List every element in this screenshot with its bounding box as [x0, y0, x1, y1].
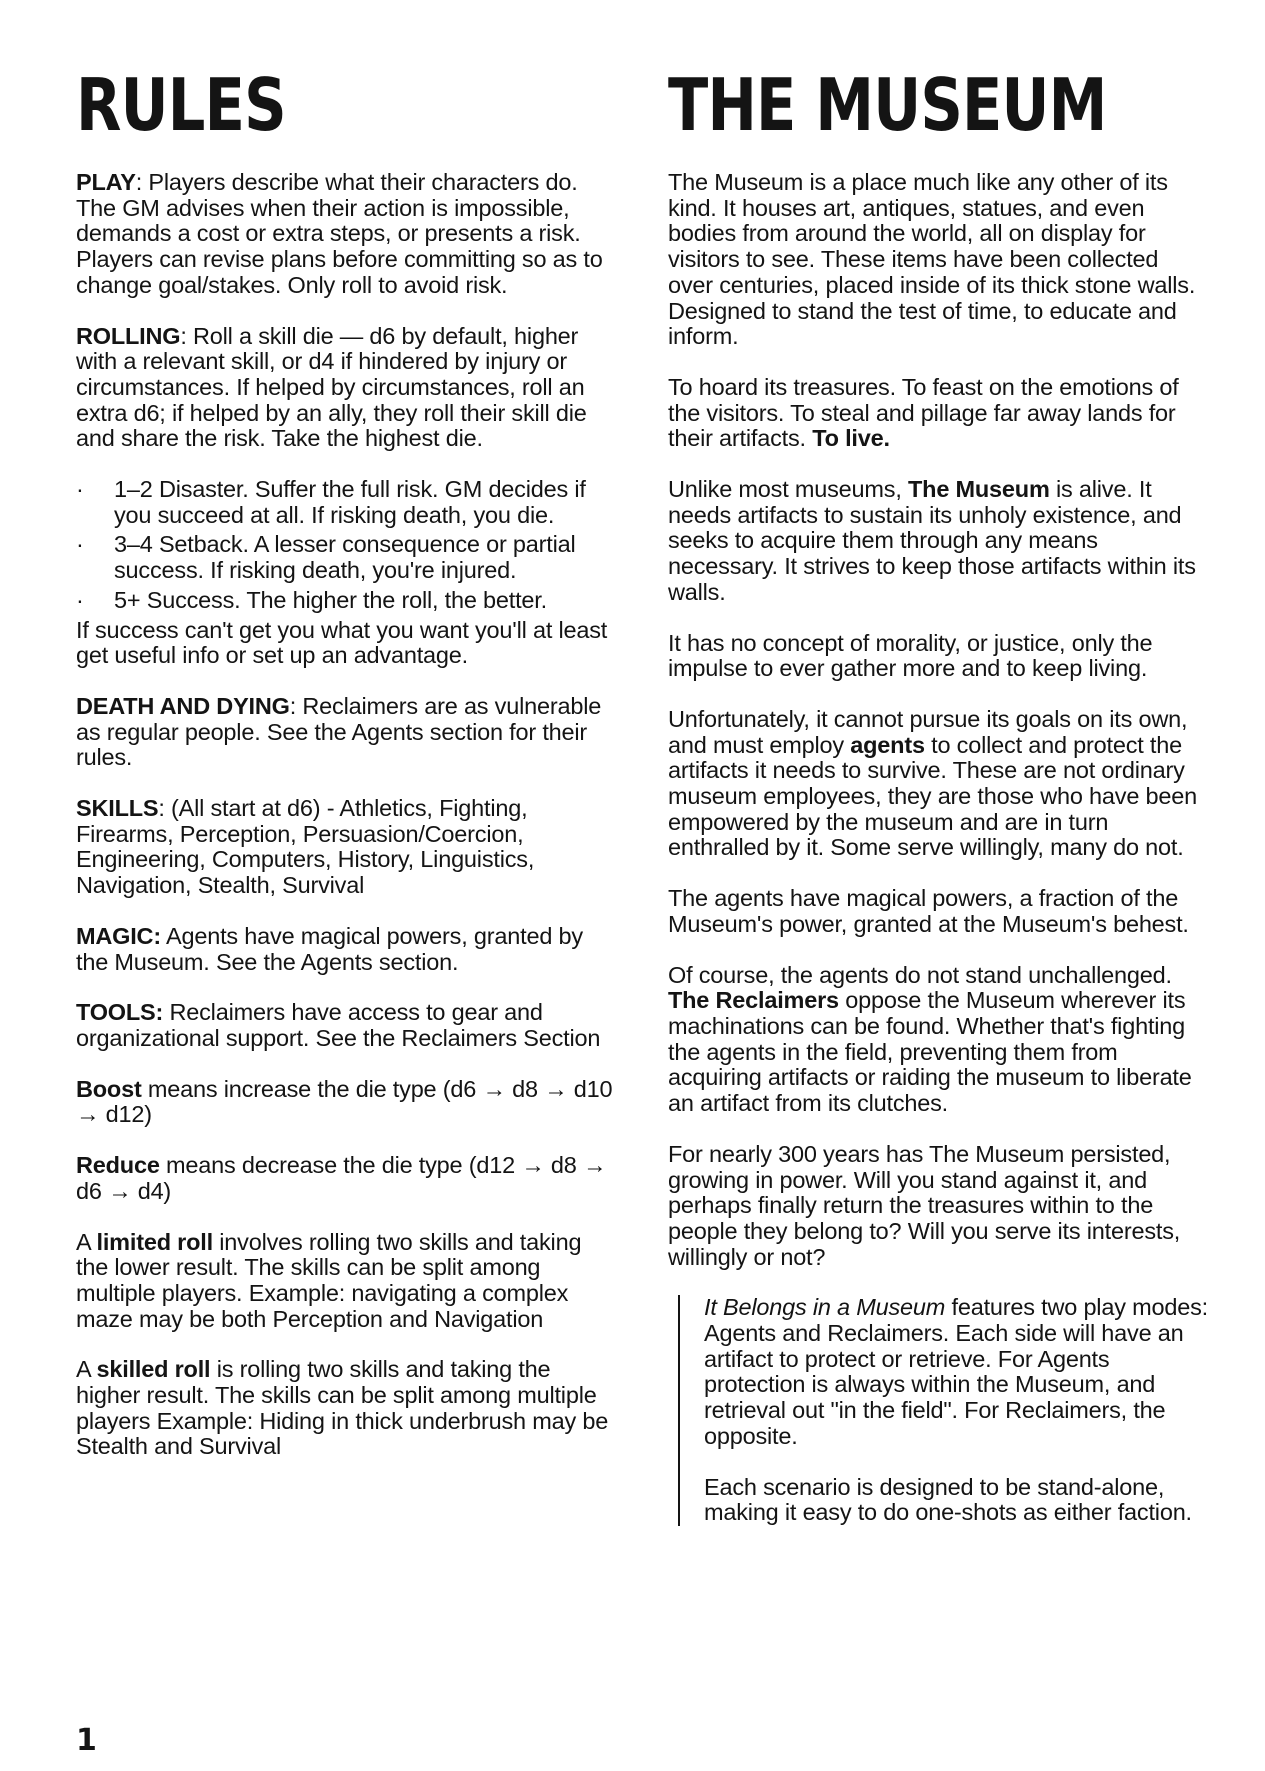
reduce-label: Reduce [76, 1152, 160, 1179]
death-label: DEATH AND DYING [76, 692, 290, 719]
aside-p1-text: features two play modes: Agents and Reclaimers. Each side will have an artifact to protect or retrieve. For Agents protection is always within the Museum, and retrieval out "in the field". For Reclaimers, the opposite. [704, 1294, 1208, 1449]
death-text: : Reclaimers are as vulnerable as regular people. See the Agents section for their rules. [76, 692, 602, 771]
boost-label: Boost [76, 1075, 142, 1102]
tools-text: Reclaimers have access to gear and organizational support. See the Reclaimers Section [76, 999, 601, 1051]
death-paragraph [76, 694, 616, 771]
play-modes-sidebar [678, 1295, 1208, 1526]
skilled-text: is rolling two skills and taking the higher result. The skills can be split among multiple players Example: Hiding in thick underbrush may be Stealth and Survival [76, 1356, 609, 1460]
museum-p3-post: is alive. It needs artifacts to sustain its unholy existence, and seeks to acquire them through any means necessary. It strives to keep those artifacts within its walls. [668, 476, 1196, 605]
list-item: · 1–2 Disaster. Suffer the full risk. GM decides if you succeed at all. If risking death, you die. [76, 477, 616, 528]
museum-paragraph-3 [668, 477, 1208, 606]
magic-paragraph [76, 924, 616, 975]
limited-roll-paragraph [76, 1230, 616, 1333]
boost-text: means increase the die type (d6 → d8 → d10 → d12) [76, 1075, 613, 1128]
skilled-label: skilled roll [96, 1356, 211, 1383]
museum-paragraph-5 [668, 707, 1208, 861]
play-label: PLAY [76, 169, 136, 195]
aside-paragraph-2: Each scenario is designed to be stand-alone, making it easy to do one-shots as either faction. [704, 1473, 1192, 1526]
game-title-italic: It Belongs in a Museum [704, 1294, 946, 1321]
museum-p2-bold: To live. [812, 425, 890, 452]
play-text: : Players describe what their characters do. The GM advises when their action is impossible, demands a cost or extra steps, or presents a risk. Players can revise plans before committing so as to change goal/stakes. Only roll to avoid risk. [76, 169, 603, 298]
play-paragraph [76, 170, 616, 299]
museum-p3-bold: The Museum [908, 476, 1050, 503]
roll-outcomes-list [76, 477, 616, 614]
skilled-prefix: A [76, 1356, 97, 1383]
limited-text: involves rolling two skills and taking the lower result. The skills can be split among multiple players. Example: navigating a complex maze may be both Perception and Navigation [76, 1228, 582, 1332]
museum-column [668, 62, 1208, 1526]
museum-p5-post: to collect and protect the artifacts it needs to survive. These are not ordinary museum employees, they are those who have been empowered by the museum and are in turn enthralled by it. Some serve willingly, many do not. [668, 731, 1198, 861]
museum-p7-pre: Of course, the agents do not stand unchallenged. [668, 961, 1172, 988]
list-item: · 3–4 Setback. A lesser consequence or partial success. If risking death, you're injured. [76, 532, 616, 583]
museum-p7-post: oppose the Museum wherever its machinations can be found. Whether that's fighting the agents in the field, preventing them from acquiring artifacts or raiding the museum to liberate an artifact from its clutches. [668, 987, 1192, 1117]
museum-p7-bold: The Reclaimers [668, 987, 839, 1014]
success-note: If success can't get you what you want you'll at least get useful info or set up an advantage. [76, 616, 608, 669]
boost-paragraph [76, 1077, 616, 1128]
aside-paragraph-1 [704, 1295, 1208, 1449]
skills-paragraph [76, 796, 616, 899]
museum-paragraph-2 [668, 375, 1208, 452]
rolling-paragraph [76, 324, 616, 453]
tools-paragraph [76, 1000, 616, 1051]
magic-text: Agents have magical powers, granted by the Museum. See the Agents section. [76, 922, 583, 975]
museum-title: THE MUSEUM [668, 63, 1107, 147]
page-number: 1 [76, 1723, 97, 1758]
list-item: · 5+ Success. The higher the roll, the better. [76, 588, 616, 614]
rules-title: RULES [76, 63, 286, 147]
magic-label: MAGIC: [76, 922, 161, 949]
skilled-roll-paragraph [76, 1357, 616, 1460]
skills-label: SKILLS [76, 795, 159, 822]
museum-paragraph-7 [668, 963, 1208, 1117]
rolling-text: : Roll a skill die — d6 by default, higher with a relevant skill, or d4 if hindered by injury or circumstances. If helped by circumstances, roll an extra d6; if helped by an ally, they roll their skill die and share the risk. Take the highest die. [76, 322, 587, 452]
museum-paragraph-8: For nearly 300 years has The Museum persisted, growing in power. Will you stand against it, and perhaps finally return the treasures within to the people they belong to? Will you serve its interests, willingly or not? [668, 1140, 1181, 1270]
reduce-text: means decrease the die type (d12 → d8 → d6 → d4) [76, 1152, 607, 1204]
skills-text: : (All start at d6) - Athletics, Fighting, Firearms, Perception, Persuasion/Coercion, Engineering, Computers, History, Linguistics, Navigation, Stealth, Survival [76, 795, 535, 899]
museum-paragraph-4: It has no concept of morality, or justice, only the impulse to ever gather more and to keep living. [668, 629, 1153, 682]
limited-prefix: A [76, 1228, 97, 1255]
rules-column [76, 62, 616, 1485]
tools-label: TOOLS: [76, 999, 164, 1026]
museum-p2-text: To hoard its treasures. To feast on the emotions of the visitors. To steal and pillage far away lands for their artifacts. [668, 373, 1179, 452]
museum-paragraph-1: The Museum is a place much like any other of its kind. It houses art, antiques, statues, and even bodies from around the world, all on display for visitors to see. These items have been collected over centuries, placed inside of its thick stone walls. Designed to stand the test of time, to educate and inform. [668, 169, 1196, 350]
rolling-label: ROLLING [76, 322, 181, 349]
limited-label: limited roll [96, 1228, 213, 1255]
museum-p5-pre: Unfortunately, it cannot pursue its goals on its own, and must employ [668, 705, 1188, 758]
museum-p3-pre: Unlike most museums, [668, 476, 909, 503]
museum-p5-bold: agents [850, 731, 925, 758]
museum-paragraph-6: The agents have magical powers, a fraction of the Museum's power, granted at the Museum's behest. [668, 885, 1189, 937]
reduce-paragraph [76, 1153, 616, 1204]
